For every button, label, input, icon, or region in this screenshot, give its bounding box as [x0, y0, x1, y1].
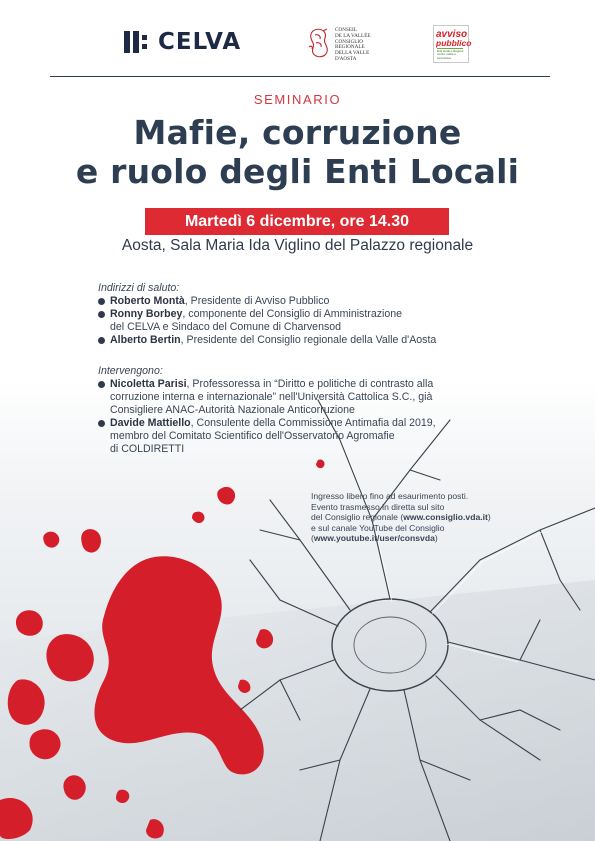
avviso-logo-line1: avviso	[436, 29, 468, 40]
greeting-name: Alberto Bertin	[110, 334, 181, 346]
greeting-role-cont: del CELVA e Sindaco del Comune di Charvensod	[110, 321, 342, 333]
greeting-item	[98, 334, 538, 347]
info-line: Ingresso libero fino ad esaurimento posti.	[311, 491, 469, 501]
info-text: )	[434, 533, 438, 544]
greeting-role: , Presidente di Avviso Pubblico	[184, 295, 330, 307]
event-kicker: SEMINARIO	[253, 92, 342, 107]
lion-crest-icon	[305, 27, 331, 59]
info-text: del Consiglio regionale (	[311, 512, 404, 523]
info-line: Evento trasmesso in diretta sul sito	[311, 501, 445, 512]
speaker-role-cont: membro del Comitato Scientifico dell'Osservatorio Agromafie	[110, 430, 395, 442]
speakers-heading: Intervengono:	[98, 365, 163, 377]
greeting-item	[98, 295, 538, 308]
consiglio-line: D'AOSTA	[335, 55, 357, 62]
consiglio-line: CONSIGLIO	[335, 38, 363, 45]
header-divider	[50, 76, 550, 77]
celva-logo-text: CELVA	[158, 29, 242, 55]
bullet-icon	[98, 381, 105, 388]
greetings-section	[98, 282, 538, 347]
consiglio-regionale-logo	[305, 25, 377, 63]
event-date-badge: Martedì 6 dicembre, ore 14.30	[145, 208, 449, 235]
consiglio-line: REGIONALE	[335, 44, 365, 51]
consiglio-website-link[interactable]: www.consiglio.vda.it	[403, 512, 488, 523]
bullet-icon	[98, 298, 105, 305]
info-line	[311, 533, 551, 544]
info-line: e sul canale YouTube del Consiglio	[311, 522, 445, 533]
celva-logo	[124, 29, 241, 55]
consiglio-line: CONSEIL	[335, 27, 357, 33]
access-info	[311, 491, 551, 544]
event-title-line1: Mafie, corruzione	[133, 113, 462, 152]
speaker-role-cont: corruzione interna e internazionale” nell'Università Cattolica S.C., già	[110, 391, 433, 403]
greeting-item	[98, 308, 538, 334]
avviso-logo-line2: pubblico	[436, 38, 472, 48]
bullet-icon	[98, 420, 105, 427]
speaker-role: , Professoressa in “Diritto e politiche di contrasto alla	[186, 378, 434, 390]
youtube-channel-link[interactable]: www.youtube.it/user/consvda	[313, 533, 435, 544]
info-text: (	[311, 533, 314, 544]
speaker-role-cont: di COLDIRETTI	[110, 443, 185, 455]
speaker-name: Nicoletta Parisi	[110, 378, 187, 390]
consiglio-line: DE LA VALLÉE	[335, 32, 371, 39]
greeting-name: Ronny Borbey	[110, 308, 183, 320]
speaker-name: Davide Mattiello	[110, 417, 191, 429]
info-line	[311, 512, 551, 523]
avviso-logo-tagline: Enti locali e Regioni contro mafie e corruzione	[437, 49, 464, 60]
speakers-section	[98, 365, 538, 456]
greeting-role: , Presidente del Consiglio regionale della Valle d'Aosta	[180, 334, 437, 346]
bullet-icon	[98, 311, 105, 318]
consiglio-line: DELLA VALLE	[335, 50, 370, 57]
greeting-name: Roberto Montà	[110, 295, 185, 307]
speaker-role: , Consulente della Commissione Antimafia dal 2019,	[190, 417, 436, 429]
event-title-line2: e ruolo degli Enti Locali	[75, 152, 520, 191]
celva-mark-icon	[124, 31, 148, 53]
consiglio-logo-text	[335, 28, 379, 63]
greetings-heading: Indirizzi di saluto:	[98, 282, 180, 294]
speaker-item	[98, 417, 538, 456]
info-text: )	[487, 512, 491, 523]
speaker-item	[98, 378, 538, 417]
speaker-role-cont: Consigliere ANAC-Autorità Nazionale Anticorruzione	[110, 404, 355, 416]
greeting-role: , componente del Consiglio di Amministrazione	[182, 308, 403, 320]
bullet-icon	[98, 337, 105, 344]
avviso-pubblico-logo	[433, 25, 472, 63]
event-title	[0, 113, 595, 191]
event-venue: Aosta, Sala Maria Ida Viglino del Palazzo regionale	[121, 237, 474, 254]
